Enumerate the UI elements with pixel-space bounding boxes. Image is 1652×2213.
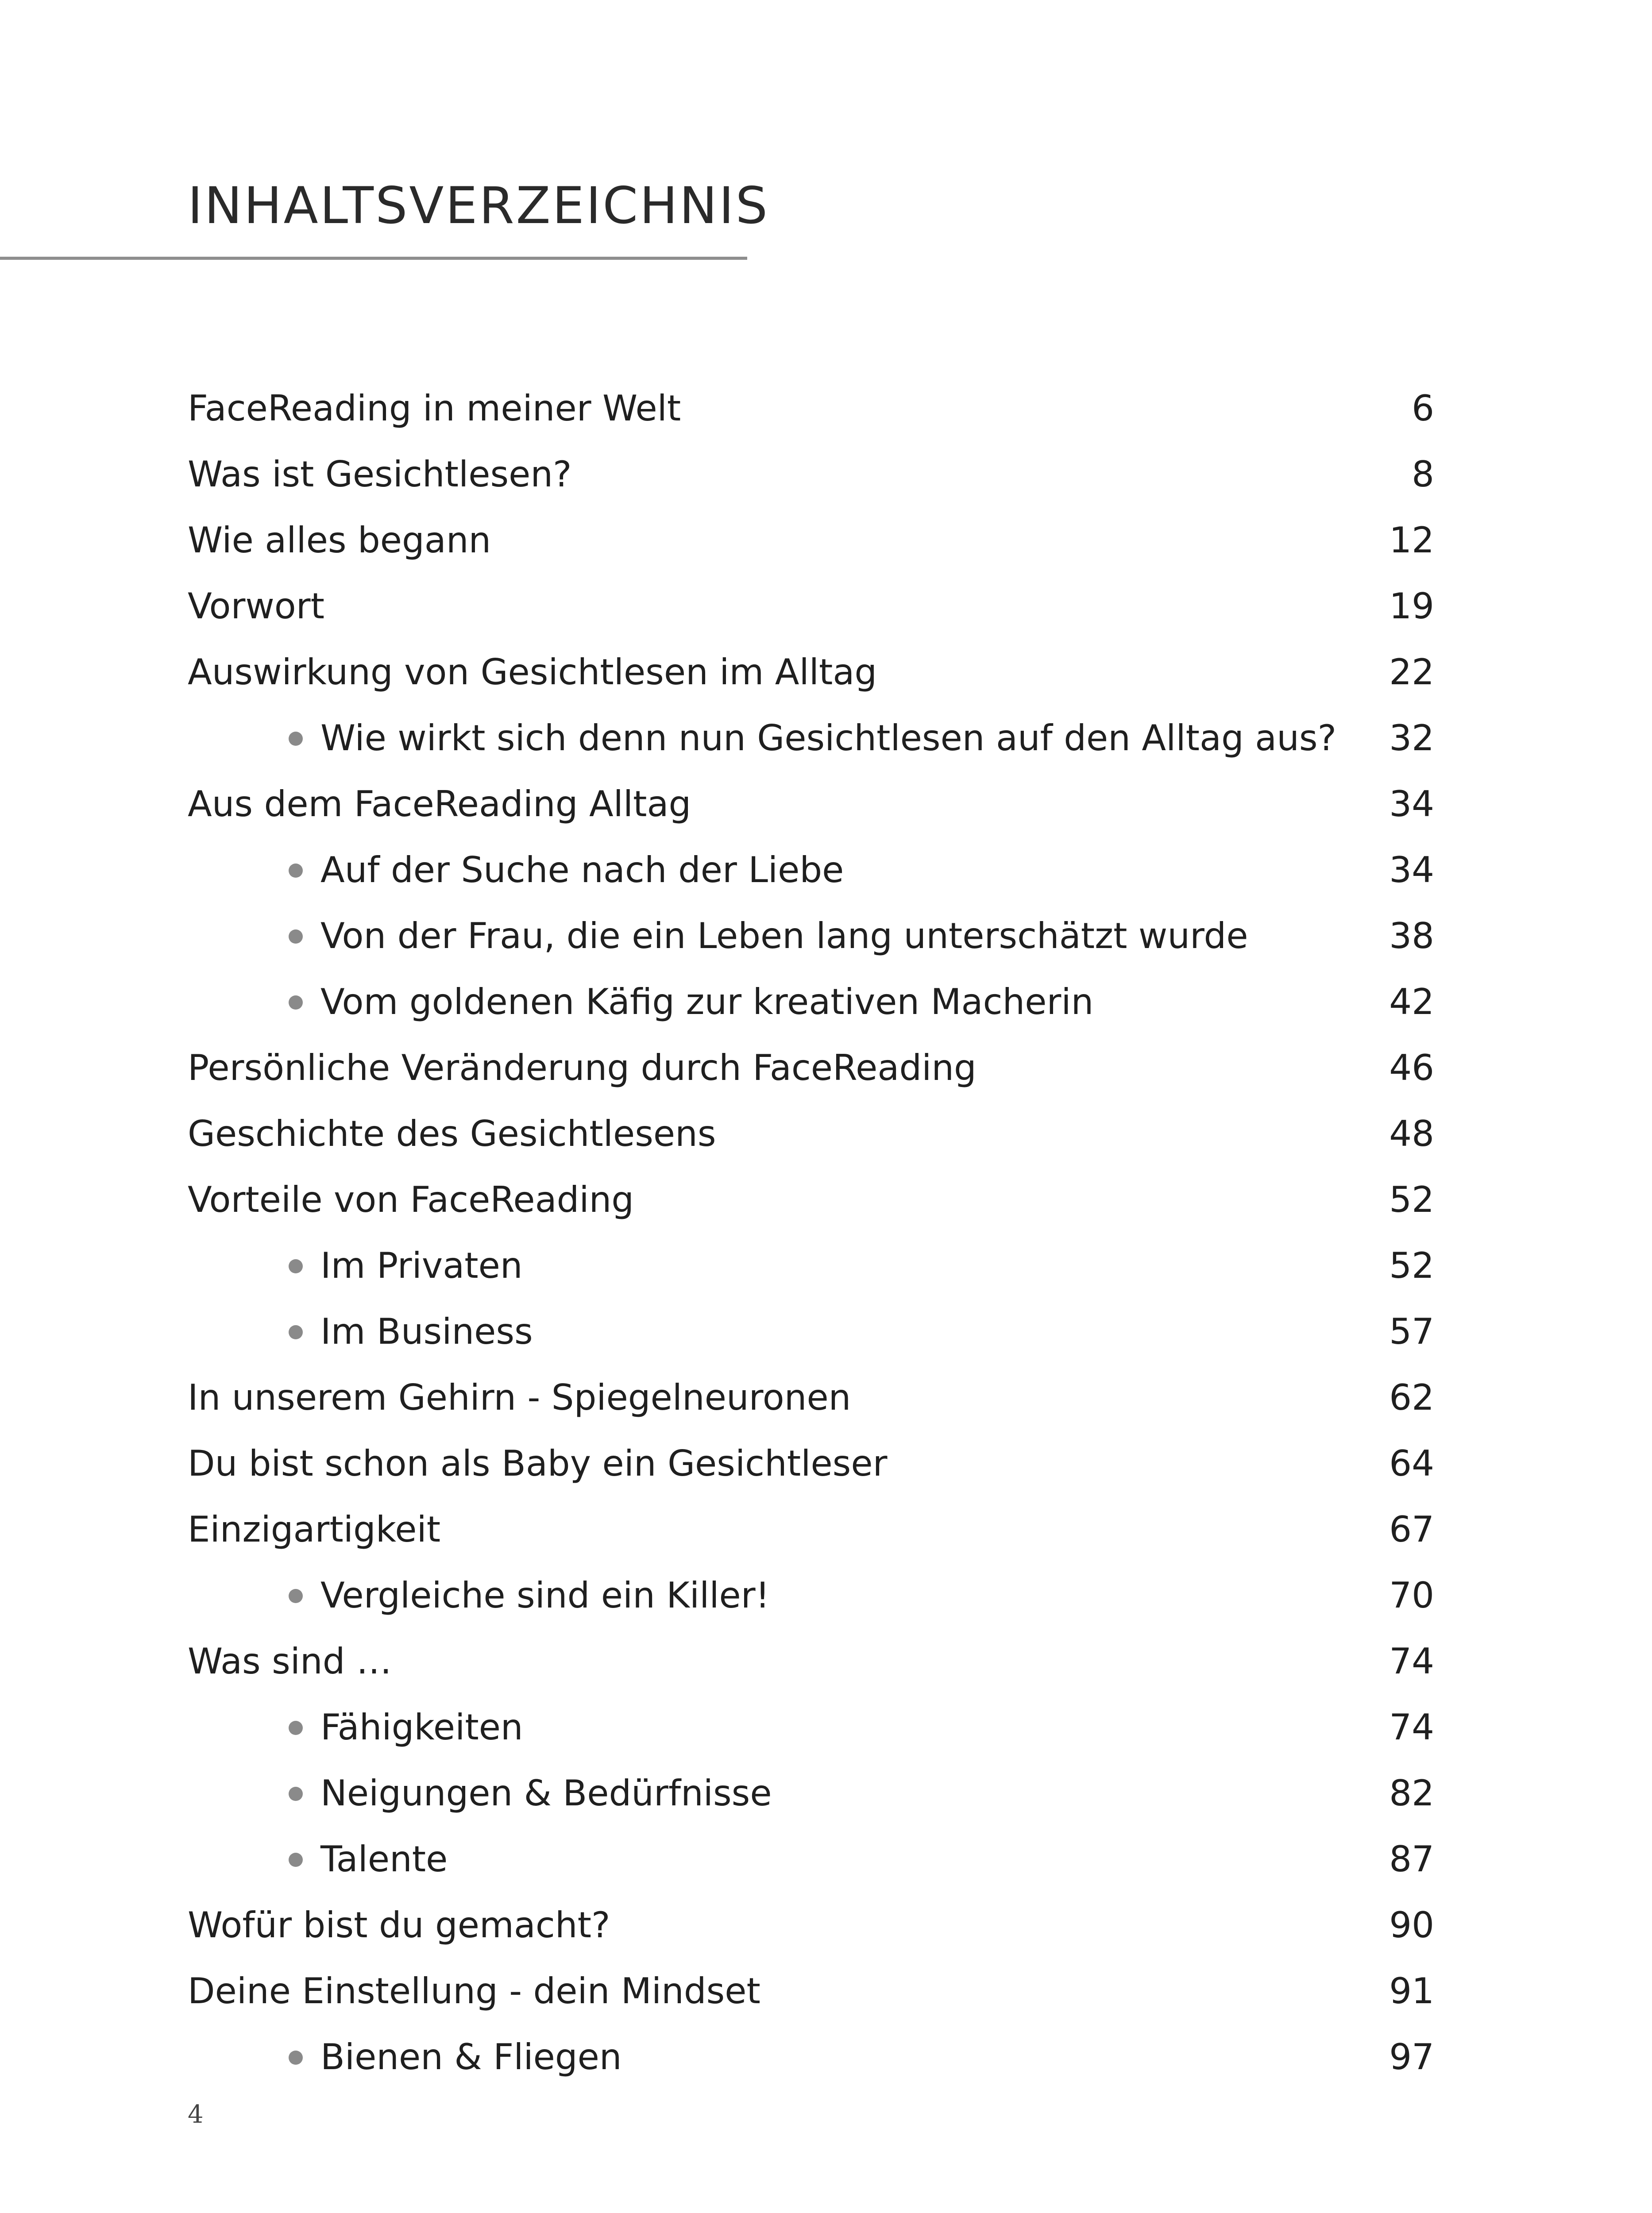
toc-entry-title: Neigungen & Bedürfnisse [320,1773,772,1814]
toc-entry-page: 82 [1389,1773,1434,1814]
toc-entry-title: Vom goldenen Käfig zur kreativen Macherin [320,981,1094,1022]
toc-entry-page: 64 [1389,1443,1434,1484]
bullet-icon [289,929,303,944]
toc-entry-title: Was ist Gesichtlesen? [188,454,572,495]
toc-entry-page: 57 [1389,1311,1434,1352]
toc-entry-title: Du bist schon als Baby ein Gesichtleser [188,1443,888,1484]
toc-entry [188,375,1434,441]
toc-entry [188,1167,1434,1233]
table-of-contents [188,375,1434,2090]
toc-entry [188,1035,1434,1101]
toc-entry-page: 52 [1389,1179,1434,1220]
toc-entry-title: Wofür bist du gemacht? [188,1905,610,1946]
toc-entry [188,639,1434,705]
toc-entry-page: 62 [1389,1377,1434,1418]
toc-entry-page: 32 [1389,717,1434,759]
toc-entry-page: 34 [1389,849,1434,891]
toc-entry-page: 87 [1389,1839,1434,1880]
toc-subentry [188,1694,1434,1760]
toc-entry-page: 12 [1389,520,1434,561]
toc-entry-title: FaceReading in meiner Welt [188,388,681,429]
toc-entry-page: 90 [1389,1905,1434,1946]
toc-entry-page: 52 [1389,1245,1434,1286]
toc-entry-page: 97 [1389,2036,1434,2078]
page-number: 4 [188,2100,204,2129]
toc-entry [188,573,1434,639]
toc-entry-title: Deine Einstellung - dein Mindset [188,1970,760,2012]
toc-entry [188,1892,1434,1958]
bullet-icon [289,995,303,1010]
toc-subentry [188,1562,1434,1628]
toc-entry-page: 91 [1389,1970,1434,2012]
toc-subentry [188,1299,1434,1365]
toc-entry-page: 42 [1389,981,1434,1022]
toc-entry-title: Einzigartigkeit [188,1509,441,1550]
toc-entry-title: Auf der Suche nach der Liebe [320,849,844,891]
toc-entry-page: 38 [1389,915,1434,956]
toc-entry-page: 46 [1389,1047,1434,1088]
toc-entry-title: Vorteile von FaceReading [188,1179,634,1220]
toc-entry-page: 22 [1389,652,1434,693]
heading-underline [0,257,747,260]
toc-entry-title: Fähigkeiten [320,1707,523,1748]
toc-entry-title: Persönliche Veränderung durch FaceReading [188,1047,977,1088]
toc-entry-title: Im Business [320,1311,533,1352]
toc-subentry [188,1233,1434,1299]
toc-entry-title: Vorwort [188,586,324,627]
toc-entry [188,1365,1434,1430]
toc-subentry [188,705,1434,771]
toc-subentry [188,969,1434,1035]
bullet-icon [289,1721,303,1735]
bullet-icon [289,732,303,746]
bullet-icon [289,1325,303,1339]
toc-entry-page: 70 [1389,1575,1434,1616]
toc-entry [188,441,1434,507]
toc-subentry [188,1826,1434,1892]
toc-subentry [188,837,1434,903]
toc-entry-page: 74 [1389,1641,1434,1682]
bullet-icon [289,864,303,878]
toc-entry-title: Vergleiche sind ein Killer! [320,1575,770,1616]
bullet-icon [289,1589,303,1603]
bullet-icon [289,1853,303,1867]
toc-entry-title: In unserem Gehirn - Spiegelneuronen [188,1377,851,1418]
bullet-icon [289,1787,303,1801]
toc-entry-title: Wie wirkt sich denn nun Gesichtlesen auf den Alltag aus? [320,717,1337,759]
toc-entry-page: 6 [1412,388,1434,429]
bullet-icon [289,1259,303,1273]
toc-entry-title: Im Privaten [320,1245,523,1286]
toc-entry-title: Auswirkung von Gesichtlesen im Alltag [188,652,877,693]
toc-entry-page: 48 [1389,1113,1434,1154]
toc-entry-title: Talente [320,1839,448,1880]
toc-entry-title: Wie alles begann [188,520,491,561]
toc-entry [188,507,1434,573]
toc-entry [188,1496,1434,1562]
toc-entry-title: Bienen & Fliegen [320,2036,622,2078]
toc-entry [188,771,1434,837]
toc-subentry [188,2024,1434,2090]
page-title: INHALTSVERZEICHNIS [188,176,769,235]
toc-entry-page: 74 [1389,1707,1434,1748]
toc-subentry [188,903,1434,969]
toc-entry-page: 19 [1389,586,1434,627]
toc-entry [188,1101,1434,1167]
toc-entry-title: Von der Frau, die ein Leben lang unterschätzt wurde [320,915,1248,956]
toc-entry-title: Geschichte des Gesichtlesens [188,1113,716,1154]
toc-entry [188,1628,1434,1694]
toc-entry [188,1958,1434,2024]
bullet-icon [289,2051,303,2065]
toc-entry-title: Aus dem FaceReading Alltag [188,783,691,825]
toc-entry [188,1430,1434,1496]
toc-entry-page: 67 [1389,1509,1434,1550]
toc-subentry [188,1760,1434,1826]
toc-entry-title: Was sind … [188,1641,392,1682]
toc-entry-page: 8 [1412,454,1434,495]
toc-entry-page: 34 [1389,783,1434,825]
